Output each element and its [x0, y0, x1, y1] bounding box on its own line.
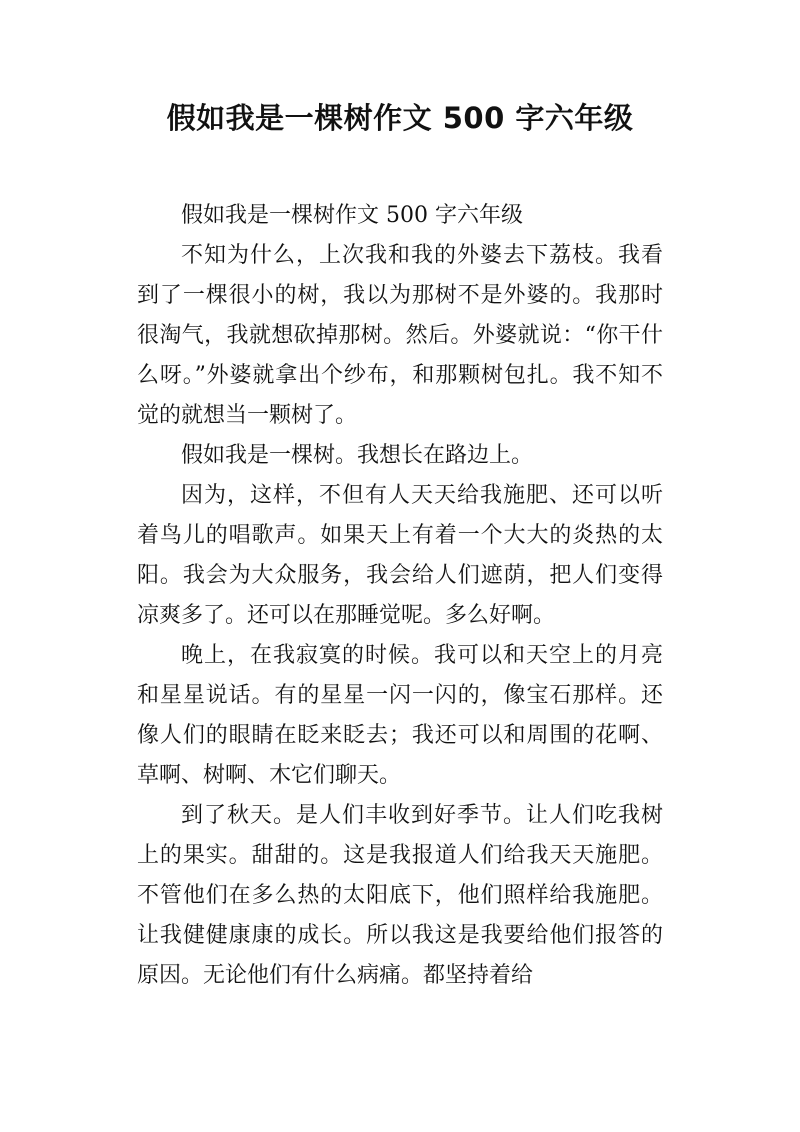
paragraph-subtitle: 假如我是一棵树作文 500 字六年级	[181, 203, 523, 228]
paragraph-roadside: 因为，这样，不但有人天天给我施肥、还可以听着鸟儿的唱歌声。如果天上有着一个大大的炎热的太阳。我会为大众服务，我会给人们遮荫，把人们变得凉爽多了。还可以在那睡觉呢。多么好啊。	[137, 483, 663, 628]
paragraph-autumn: 到了秋天。是人们丰收到好季节。让人们吃我树上的果实。甜甜的。这是我报道人们给我天天施肥。不管他们在多么热的太阳底下，他们照样给我施肥。让我健健康康的成长。所以我这是我要给他们报答的原因。无论他们有什么病痛。都坚持着给	[137, 803, 663, 988]
document-title: 假如我是一棵树作文 500 字六年级	[166, 101, 634, 135]
paragraph-intro: 不知为什么，上次我和我的外婆去下荔枝。我看到了一棵很小的树，我以为那树不是外婆的。我那时很淘气，我就想砍掉那树。然后。外婆就说：“你干什么呀。”外婆就拿出个纱布，和那颗树包扎。我不知不觉的就想当一颗树了。	[137, 243, 663, 428]
paragraph-night: 晚上，在我寂寞的时候。我可以和天空上的月亮和星星说话。有的星星一闪一闪的，像宝石那样。还像人们的眼睛在眨来眨去；我还可以和周围的花啊、草啊、树啊、木它们聊天。	[137, 643, 663, 788]
document-body	[137, 196, 663, 996]
paragraph-wish: 假如我是一棵树。我想长在路边上。	[181, 443, 534, 468]
